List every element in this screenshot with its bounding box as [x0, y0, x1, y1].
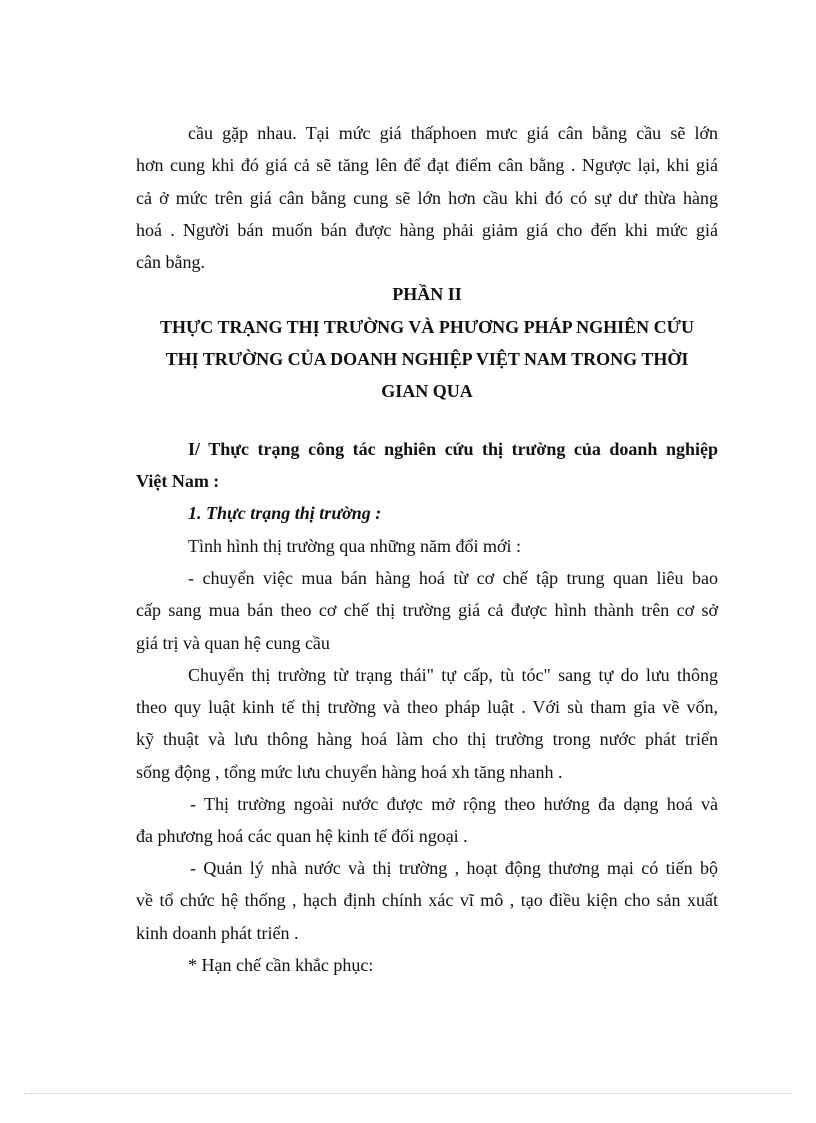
part-title-line: GIAN QUA: [381, 381, 473, 401]
market-situation-intro: Tình hình thị trường qua những năm đổi mới :: [188, 536, 522, 556]
bullet-line: đa phương hoá các quan hệ kinh tế đối ngoại .: [136, 826, 468, 846]
paragraph-line: kỹ thuật và lưu thông hàng hoá làm cho thị trường trong nước phát triển: [136, 729, 718, 749]
section-heading-line: Việt Nam :: [136, 471, 220, 491]
bullet-line: cấp sang mua bán theo cơ chế thị trường giá cả được hình thành trên cơ sở: [136, 600, 718, 620]
bullet-line: - Thị trường ngoài nước được mở rộng theo hướng đa dạng hoá và: [190, 794, 718, 814]
paragraph-line: sống động , tổng mức lưu chuyển hàng hoá xh tăng nhanh .: [136, 762, 563, 782]
bullet-line: kinh doanh phát triển .: [136, 923, 299, 943]
part-title-line: THỰC TRẠNG THỊ TRƯỜNG VÀ PHƯƠNG PHÁP NGHIÊN CỨU: [159, 317, 695, 337]
text-line: cầu gặp nhau. Tại mức giá thấphoen mưc giá cân bằng cầu sẽ lớn: [188, 123, 718, 143]
section-heading-line: I/ Thực trạng công tác nghiên cứu thị trường của doanh nghiệp: [188, 439, 718, 459]
paragraph-line: theo quy luật kinh tế thị trường và theo pháp luật . Với sù tham gia về vốn,: [136, 697, 718, 717]
bullet-line: - Quản lý nhà nước và thị trường , hoạt động thương mại có tiến bộ: [190, 858, 718, 878]
limitations-heading: * Hạn chế cần khắc phục:: [188, 955, 374, 975]
part-title-line: THỊ TRƯỜNG CỦA DOANH NGHIỆP VIỆT NAM TRONG THỜI: [165, 349, 689, 369]
text-line: cả ở mức trên giá cân bằng cung sẽ lớn hơn cầu khi đó có sự dư thừa hàng: [136, 188, 718, 208]
page-bottom-divider: [24, 1093, 792, 1094]
text-line: hơn cung khi đó giá cả sẽ tăng lên để đạt điểm cân bằng . Ngược lại, khi giá: [136, 155, 718, 175]
text-line: hoá . Người bán muốn bán được hàng phải giảm giá cho đến khi mức giá: [136, 220, 718, 240]
subsection-heading: 1. Thực trạng thị trường :: [188, 503, 382, 523]
part-heading: PHẦN II: [392, 284, 462, 304]
bullet-line: giá trị và quan hệ cung cầu: [136, 633, 330, 653]
text-line: cân bằng.: [136, 252, 205, 272]
paragraph-line: Chuyển thị trường từ trạng thái" tự cấp, tù tóc" sang tự do lưu thông: [188, 665, 718, 685]
bullet-line: về tổ chức hệ thống , hạch định chính xác vĩ mô , tạo điều kiện cho sản xuất: [136, 890, 718, 910]
bullet-line: - chuyển việc mua bán hàng hoá từ cơ chế tập trung quan liêu bao: [188, 568, 718, 588]
